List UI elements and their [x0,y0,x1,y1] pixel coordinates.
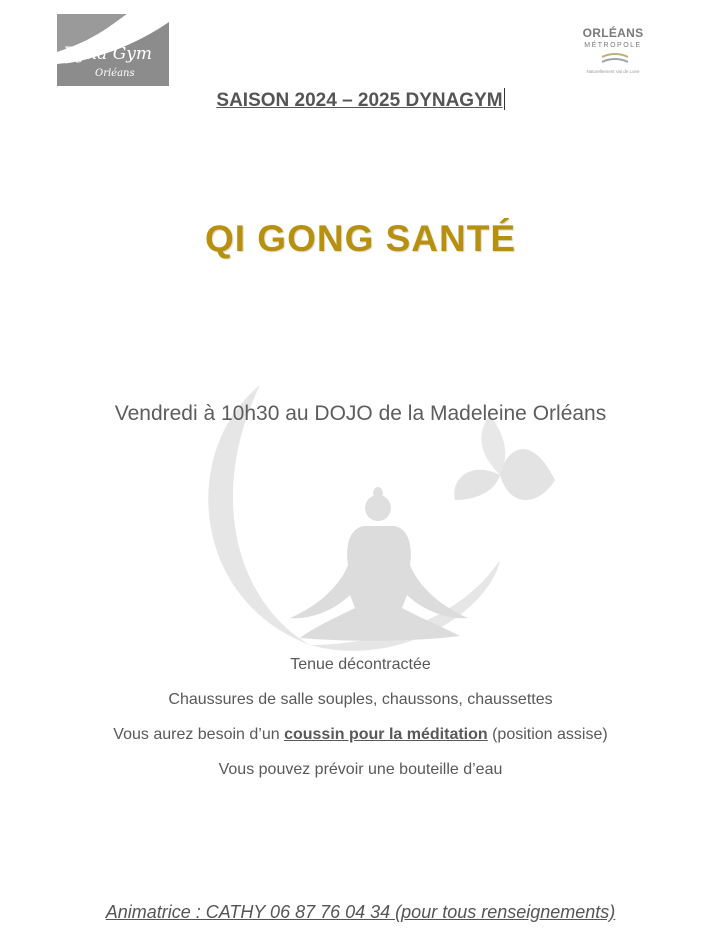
schedule-text: Vendredi à 10h30 au DOJO de la Madeleine Orléans [114,402,607,425]
cushion-emphasis: coussin pour la méditation [284,726,488,743]
page-title: QI GONG SANTÉ [204,218,517,259]
season-heading-text: SAISON 2024 – 2025 DYNAGYM [216,90,503,111]
dynagym-logo-city: Orléans [95,68,135,79]
orleans-logo-wave-icon [600,53,630,67]
orleans-metropole-logo [580,22,650,80]
footwear-text: Chaussures de salle souples, chaussons, chaussettes [168,691,553,708]
instructor-contact: Animatrice : CATHY 06 87 76 04 34 (pour tous renseignements) [105,902,616,922]
orleans-logo-subtitle: MÉTROPOLE [584,42,642,49]
cushion-line-start: Vous aurez besoin d’un [113,726,285,743]
dynagym-logo [57,14,169,86]
orleans-logo-title: ORLÉANS [582,26,644,40]
season-heading [0,88,721,112]
dress-code-text: Tenue décontractée [290,656,431,673]
dynagym-logo-brand: Dyna Gym [63,44,153,64]
orleans-logo-tagline: Naturellement Val de Loire [586,69,640,74]
cushion-line [0,726,721,744]
water-bottle-text: Vous pouvez prévoir une bouteille d’eau [218,761,503,778]
cushion-line-end: (position assise) [487,726,608,743]
text-cursor [504,88,505,110]
